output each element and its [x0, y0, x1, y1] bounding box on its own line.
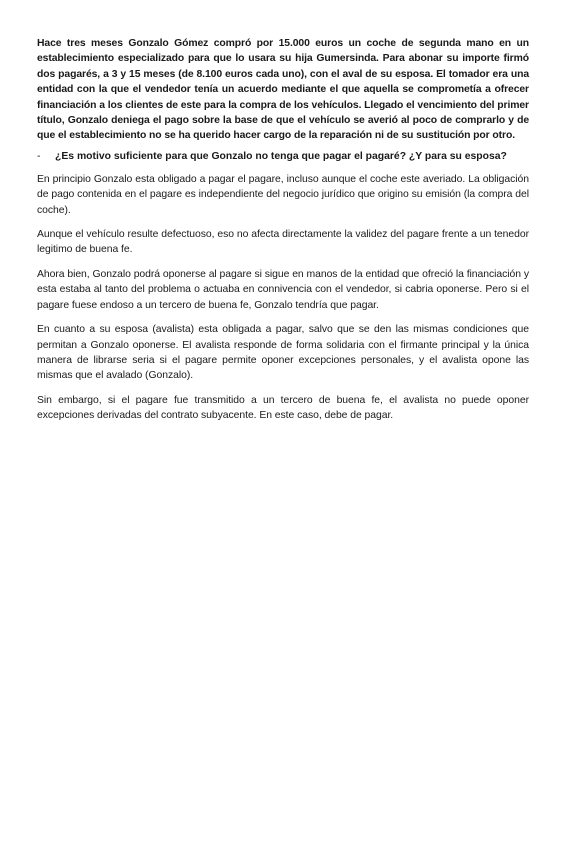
document-page: [37, 36, 529, 433]
answer-paragraph-1: En principio Gonzalo esta obligado a pagar el pagare, incluso aunque el coche este averiado. La obligación de pago contenida en el pagare es independiente del negocio jurídico que origino su emisión (la compra del coche).: [37, 173, 529, 216]
case-statement: Hace tres meses Gonzalo Gómez compró por 15.000 euros un coche de segunda mano en un establecimiento especializado para que lo usara su hija Gumersinda. Para abonar su importe firmó dos pagarés, a 3 y 15 meses (de 8.100 euros cada uno), con el aval de su esposa. El tomador era una entidad con la que el vendedor tenía un acuerdo mediante el que aquella se comprometía a ofrecer financiación a los clientes de este para la compra de los vehículos. Llegado el vencimiento del primer título, Gonzalo deniega el pago sobre la base de que el vehículo se averió al poco de comprarlo y de que el establecimiento no se ha querido hacer cargo de la reparación ni de su sustitución por otro.: [37, 38, 529, 142]
answer-paragraph-2: Aunque el vehículo resulte defectuoso, eso no afecta directamente la validez del pagare frente a un tenedor legitimo de buena fe.: [37, 229, 529, 256]
question-item: [37, 149, 529, 164]
answer-paragraph-5: Sin embargo, si el pagare fue transmitido a un tercero de buena fe, el avalista no puede oponer excepciones derivadas del contrato subyacente. En este caso, debe de pagar.: [37, 394, 529, 422]
answer-paragraph-4: En cuanto a su esposa (avalista) esta obligada a pagar, salvo que se den las mismas condiciones que permitan a Gonzalo oponerse. El avalista responde de forma solidaria con el firmante principal y la única manera de librarse seria si el pagare permite oponer excepciones personales, y el avalista opone las mismas que el avalado (Gonzalo).: [37, 324, 529, 382]
question-text: ¿Es motivo suficiente para que Gonzalo no tenga que pagar el pagaré? ¿Y para su esposa?: [55, 150, 507, 162]
question-bullet: -: [37, 150, 41, 162]
answer-paragraph-3: Ahora bien, Gonzalo podrá oponerse al pagare si sigue en manos de la entidad que ofreció la financiación y esta estaba al tanto del problema o actuaba en connivencia con el vendedor, si cabria oponerse. Pero si el pagare fuese endoso a un tercero de buena fe, Gonzalo tendría que pagar.: [37, 268, 529, 311]
